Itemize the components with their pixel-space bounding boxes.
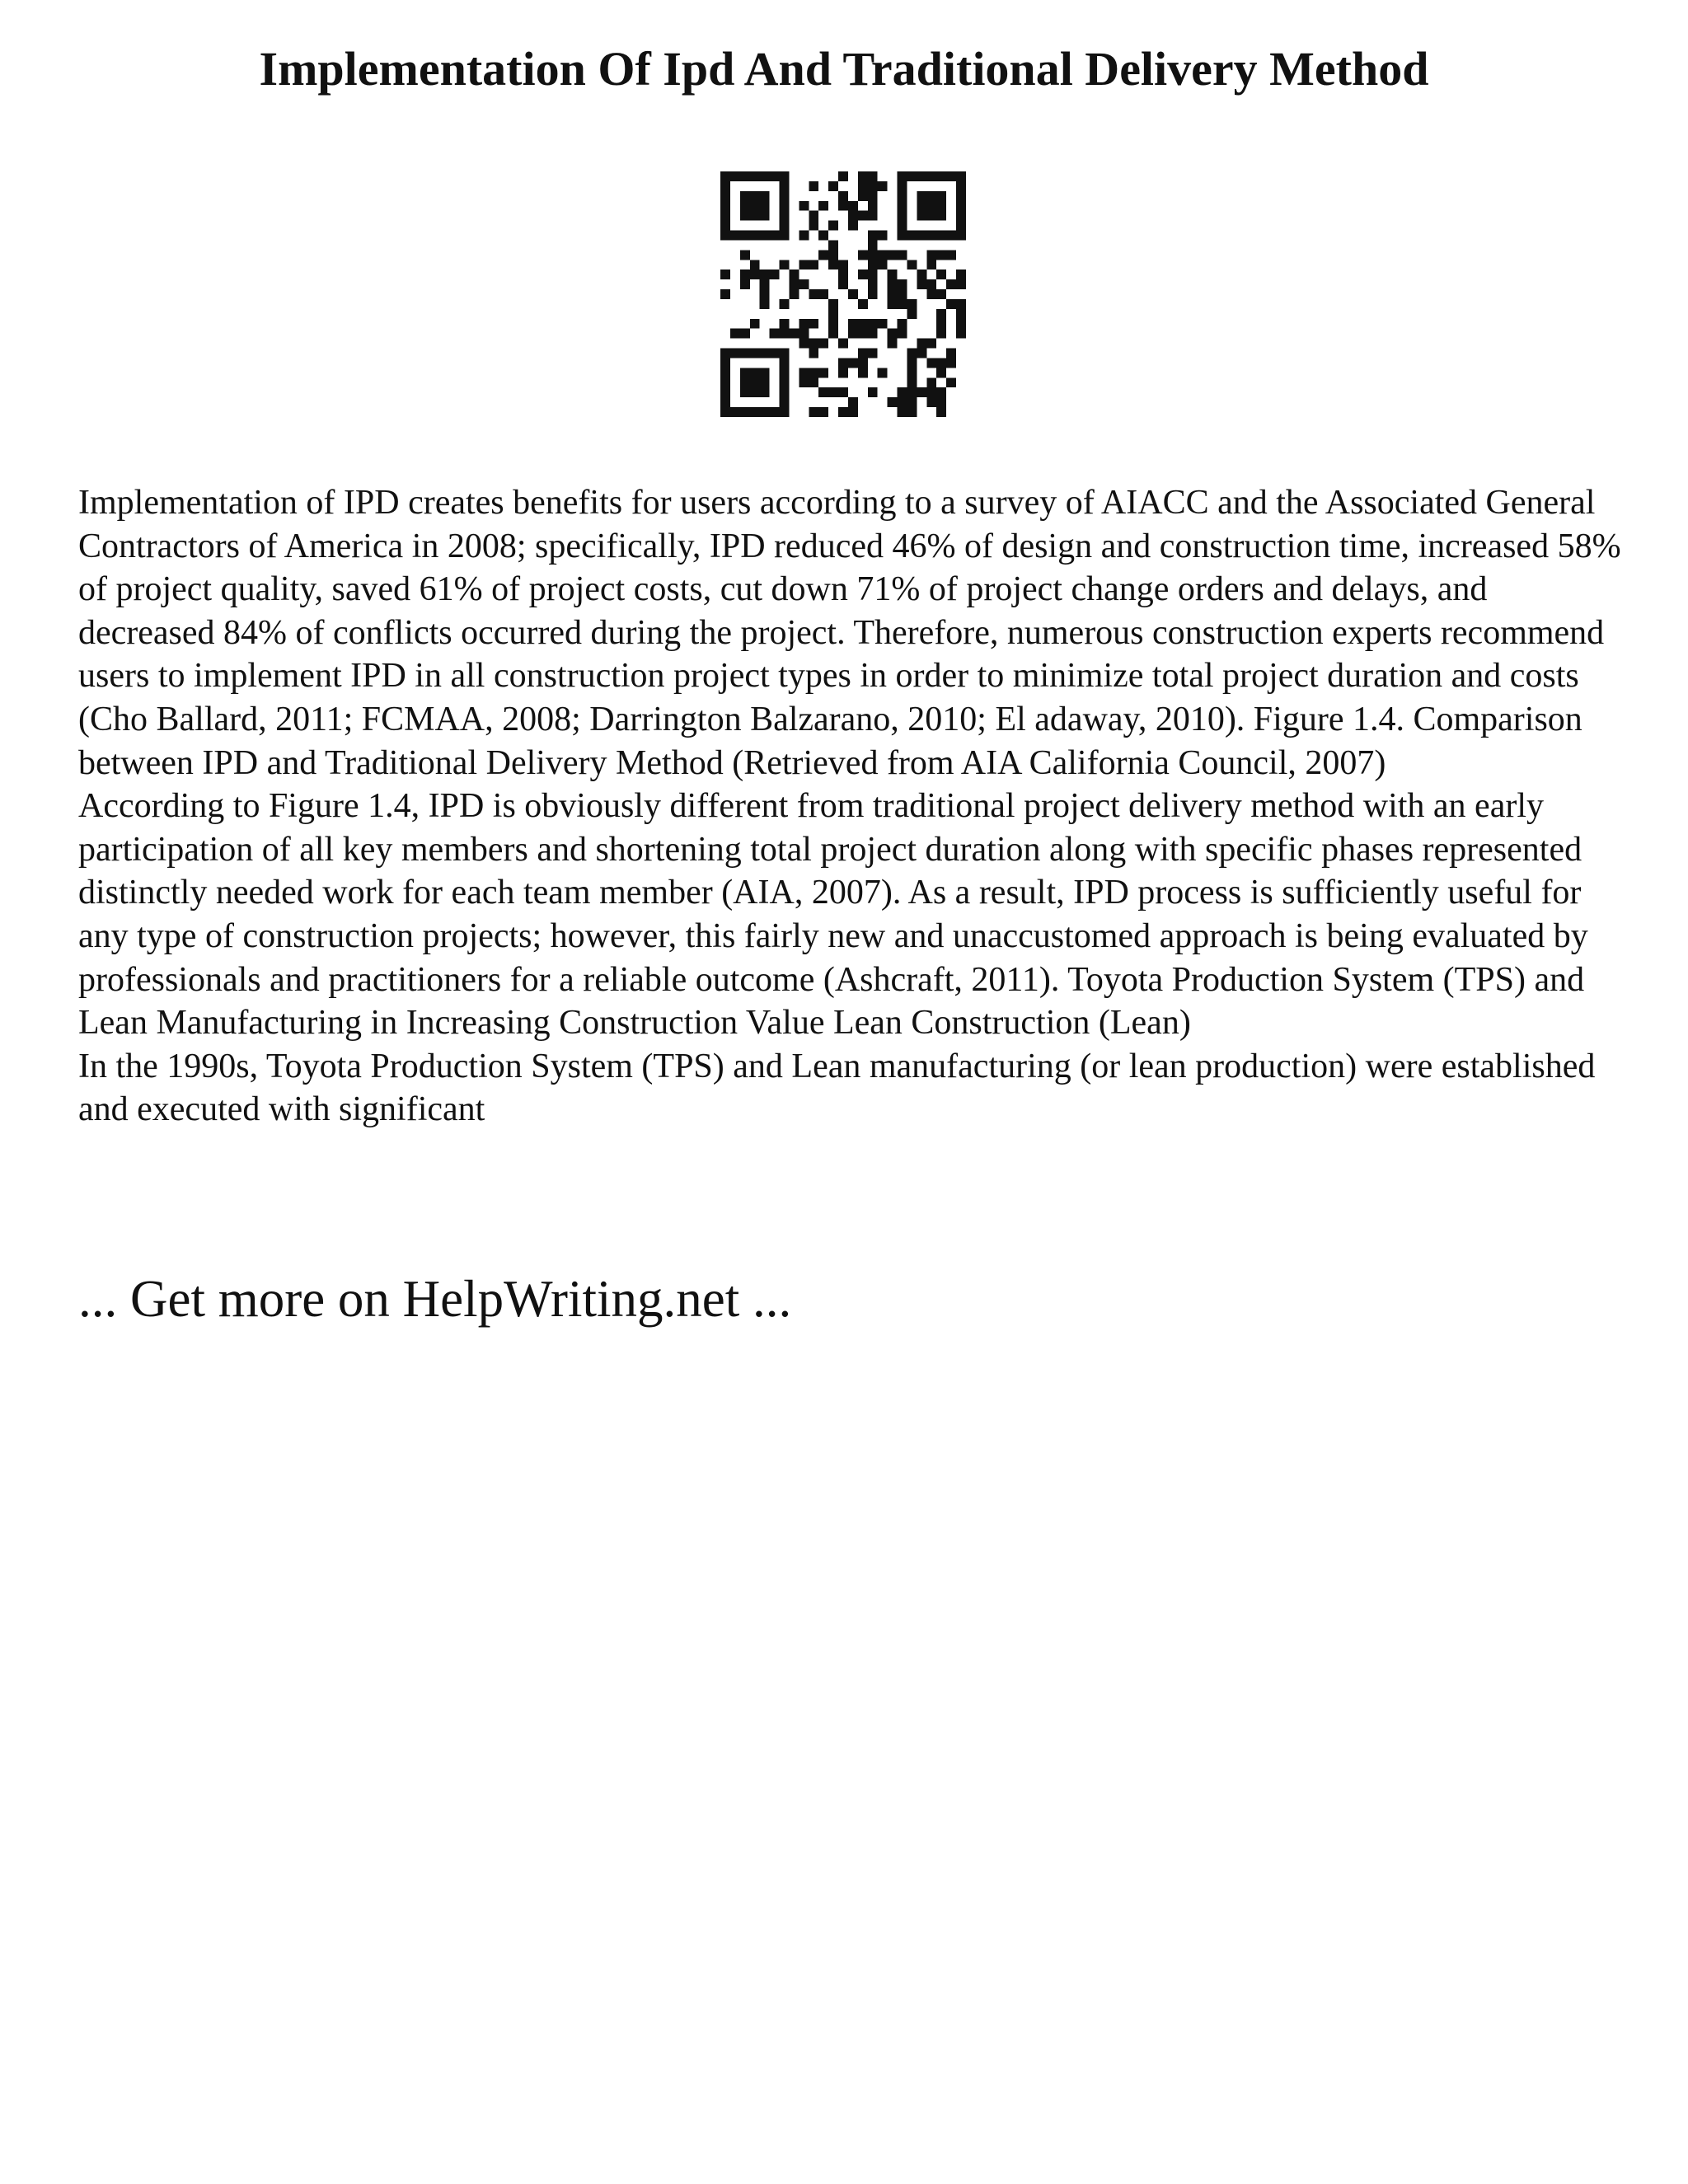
paragraph: Implementation of IPD creates benefits for users according to a survey of AIACC and the Associated General Contractors of America in 2008; specifically, IPD reduced 46% of design and construction time, increased 58% of project quality, saved 61% of project costs, cut down 71% of project change orders and delays, and decreased 84% of conflicts occurred during the project. Therefore, numerous construction experts recommend users to implement IPD in all construction project types in order to minimize total project duration and costs (Cho Ballard, 2011; FCMAA, 2008; Darrington Balzarano, 2010; El adaway, 2010). Figure 1.4. Comparison between IPD and Traditional Delivery Method (Retrieved from AIA California Council, 2007)	[78, 484, 1621, 782]
paragraph: In the 1990s, Toyota Production System (TPS) and Lean manufacturing (or lean production) were established and executed with significant	[78, 1047, 1596, 1129]
document-body	[78, 481, 1628, 1132]
document-title: Implementation Of Ipd And Traditional Delivery Method	[259, 42, 1429, 96]
get-more-link[interactable]: ... Get more on HelpWriting.net ...	[78, 1270, 792, 1328]
qr-code-icon	[720, 171, 966, 417]
paragraph: According to Figure 1.4, IPD is obviously different from traditional project delivery method with an early participation of all key members and shortening total project duration along with specific phases represented distinctly needed work for each team member (AIA, 2007). As a result, IPD process is sufficiently useful for any type of construction projects; however, this fairly new and unaccustomed approach is being evaluated by professionals and practitioners for a reliable outcome (Ashcraft, 2011). Toyota Production System (TPS) and Lean Manufacturing in Increasing Construction Value Lean Construction (Lean)	[78, 787, 1588, 1043]
